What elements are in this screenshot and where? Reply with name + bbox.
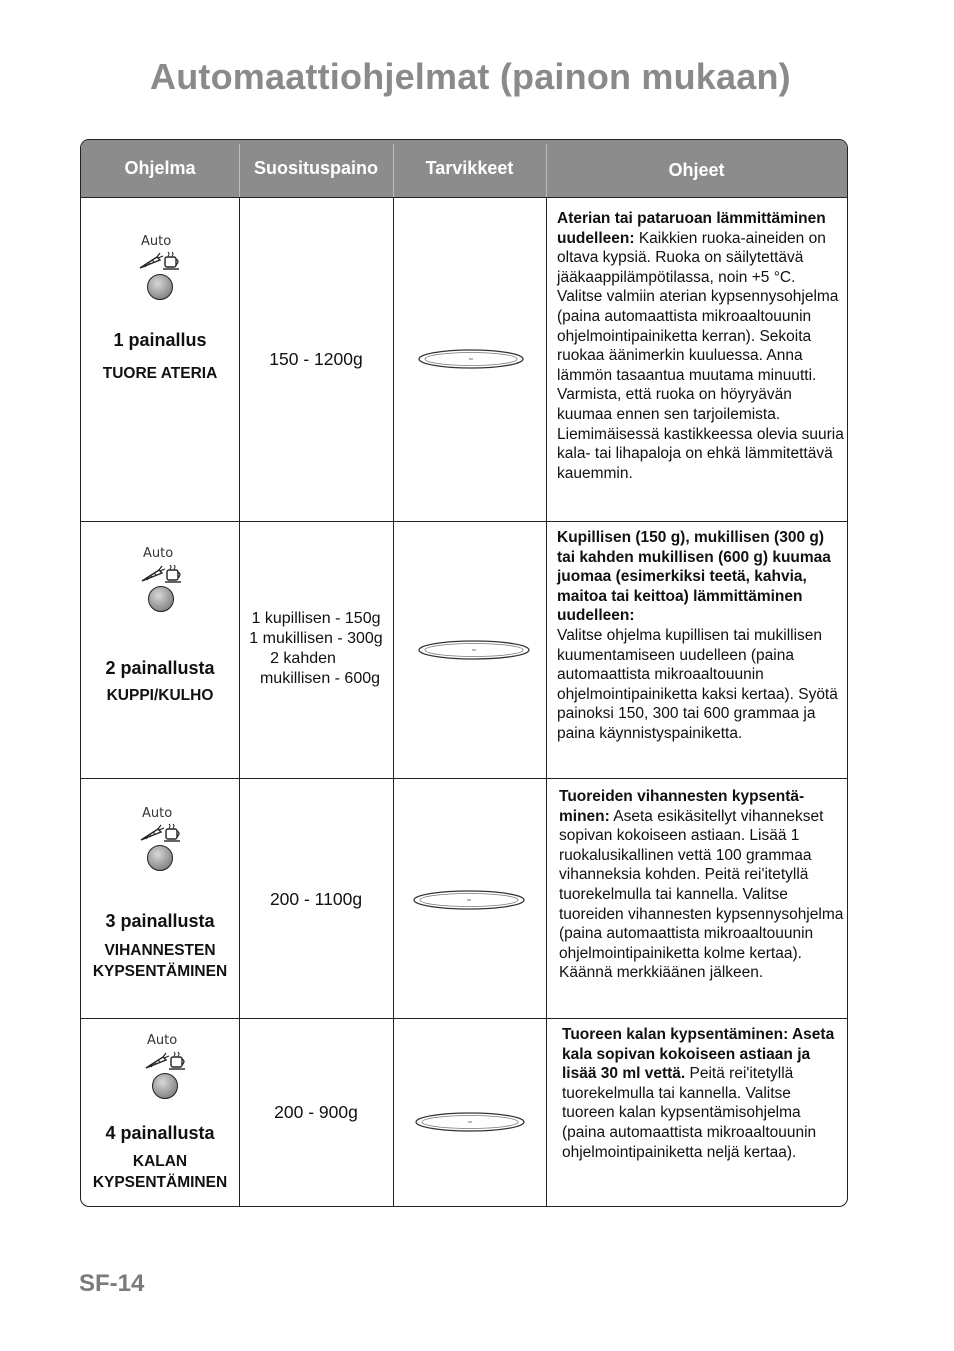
auto-program-dial-icon <box>152 1073 178 1099</box>
carrot-cup-icon <box>137 249 183 273</box>
header-ohjeet: Ohjeet <box>668 159 725 180</box>
table-header <box>81 140 847 197</box>
instructions-heading: Tuoreen kalan kypsentäminen: Aseta kala sopivan kokoiseen astiaan ja lisää 30 ml vettä. <box>562 1026 835 1083</box>
program-name-line: KUPPI/KULHO <box>106 687 214 704</box>
recommended-weight <box>239 889 393 909</box>
press-count: 4 painallusta <box>105 1123 215 1143</box>
table-row <box>81 197 847 521</box>
auto-label: Auto <box>142 806 173 821</box>
carrot-cup-icon <box>143 1049 189 1073</box>
instructions <box>562 1025 846 1162</box>
weight-line: 200 - 1100g <box>269 889 363 909</box>
carrot-cup-icon <box>139 562 185 586</box>
instructions <box>557 528 845 744</box>
instructions-heading: Kupillisen (150 g), mukillisen (300 g) tai kahden mukillisen (600 g) kuumaa juomaa (esimerkiksi teetä, kahvia, maitoa tai keittoa) lämmittäminen uudelleen: <box>557 529 831 625</box>
instructions <box>557 209 845 483</box>
program-name-line: KYPSENTÄMINEN <box>92 963 228 980</box>
auto-program-dial-icon <box>147 274 173 300</box>
auto-label: Auto <box>141 234 172 249</box>
instructions-text: Peitä rei'itetyllä tuorekelmulla tai kannella. Valitse tuoreen kalan kypsentämisohjelma (paina automaattista mikroaaltouunin ohjelmointipainiketta neljä kertaa). <box>562 1065 817 1161</box>
auto-program-dial-icon <box>148 586 174 612</box>
recommended-weight <box>239 1102 393 1122</box>
instructions-text: Aseta esikäsitellyt vihannekset sopivan kokoiseen astiaan. Lisää 1 ruokalusikallinen vettä 100 grammaa vihanneksia kohden. Peitä rei'itetyllä tuorekelmulla tai kannella. Valitse tuoreiden vihannesten kypsennysohjelma (paina automaattista mikroaaltouunin ohjelmointipainiketta kolme kertaa). Käännä merkkiäänen jälkeen. <box>559 807 844 982</box>
program-name-line: TUORE ATERIA <box>102 365 218 382</box>
weight-line: 1 kupillisen - 150g <box>251 610 381 627</box>
glass-tray-icon <box>417 347 525 371</box>
header-tarvikkeet: Tarvikkeet <box>425 158 514 178</box>
glass-tray-icon <box>414 1110 526 1134</box>
instructions-text: Kaikkien ruoka-aineiden on oltava kypsiä. Ruoka on säilytettävä jääkaappilämpötilassa, noin +5 °C. Valitse valmiin aterian kypsennysohjelma (paina automaattista mikroaaltouunin ohjelmointipainiketta kerran). Sekoita ruokaa äänimerkin kuuluessa. Anna lämmön tasaantua muutama minuutti. Varmista, että ruoka on höyryävän kuumaa ennen sen tarjoilemista. Liemimäisessä kastikkeessa olevia suuria kala- tai lihapaloja on ehkä lämmitettävä kauemmin. <box>557 229 844 482</box>
program-name <box>81 685 239 706</box>
weight-line: 2 kahden <box>270 650 336 667</box>
program-name-line: KYPSENTÄMINEN <box>92 1174 228 1191</box>
auto-label: Auto <box>143 546 174 561</box>
program-table <box>80 139 848 1207</box>
table-row <box>81 1018 847 1207</box>
press-count: 1 painallus <box>113 330 207 350</box>
table-row <box>81 521 847 778</box>
carrot-cup-icon <box>138 821 184 845</box>
header-suosituspaino: Suosituspaino <box>253 158 378 178</box>
program-name <box>81 940 239 982</box>
table-row <box>81 778 847 1018</box>
instructions-heading: Tuoreiden vihannesten kypsentäminen: <box>559 788 805 825</box>
glass-tray-icon <box>417 638 531 662</box>
program-name <box>81 1151 239 1193</box>
auto-program-dial-icon <box>147 845 173 871</box>
page-number: SF-14 <box>79 1270 145 1297</box>
program-name-line: VIHANNESTEN <box>104 942 216 959</box>
instructions-heading: Aterian tai pataruoan lämmittäminen uudelleen: <box>557 210 826 247</box>
program-name <box>81 363 239 384</box>
page-title: Automaattiohjelmat (painon mukaan) <box>150 56 791 97</box>
weight-line: 200 - 900g <box>274 1102 358 1122</box>
program-name-line: KALAN <box>132 1153 188 1170</box>
auto-label: Auto <box>147 1033 178 1048</box>
weight-line: mukillisen - 600g <box>259 670 381 687</box>
weight-line: 1 mukillisen - 300g <box>249 630 383 647</box>
header-ohjelma: Ohjelma <box>124 158 196 178</box>
glass-tray-icon <box>412 888 526 912</box>
instructions <box>559 787 847 983</box>
press-count: 3 painallusta <box>105 911 215 931</box>
recommended-weight <box>239 609 393 689</box>
weight-line: 150 - 1200g <box>269 349 363 369</box>
press-count: 2 painallusta <box>105 658 215 678</box>
instructions-text: Valitse ohjelma kupillisen tai mukillisen kuumentamiseen uudelleen (paina automaattista mikroaaltouunin ohjelmointipainiketta kaksi kertaa). Syötä painoksi 150, 300 tai 600 grammaa ja paina käynnistyspainiketta. <box>557 626 838 742</box>
recommended-weight <box>239 349 393 369</box>
